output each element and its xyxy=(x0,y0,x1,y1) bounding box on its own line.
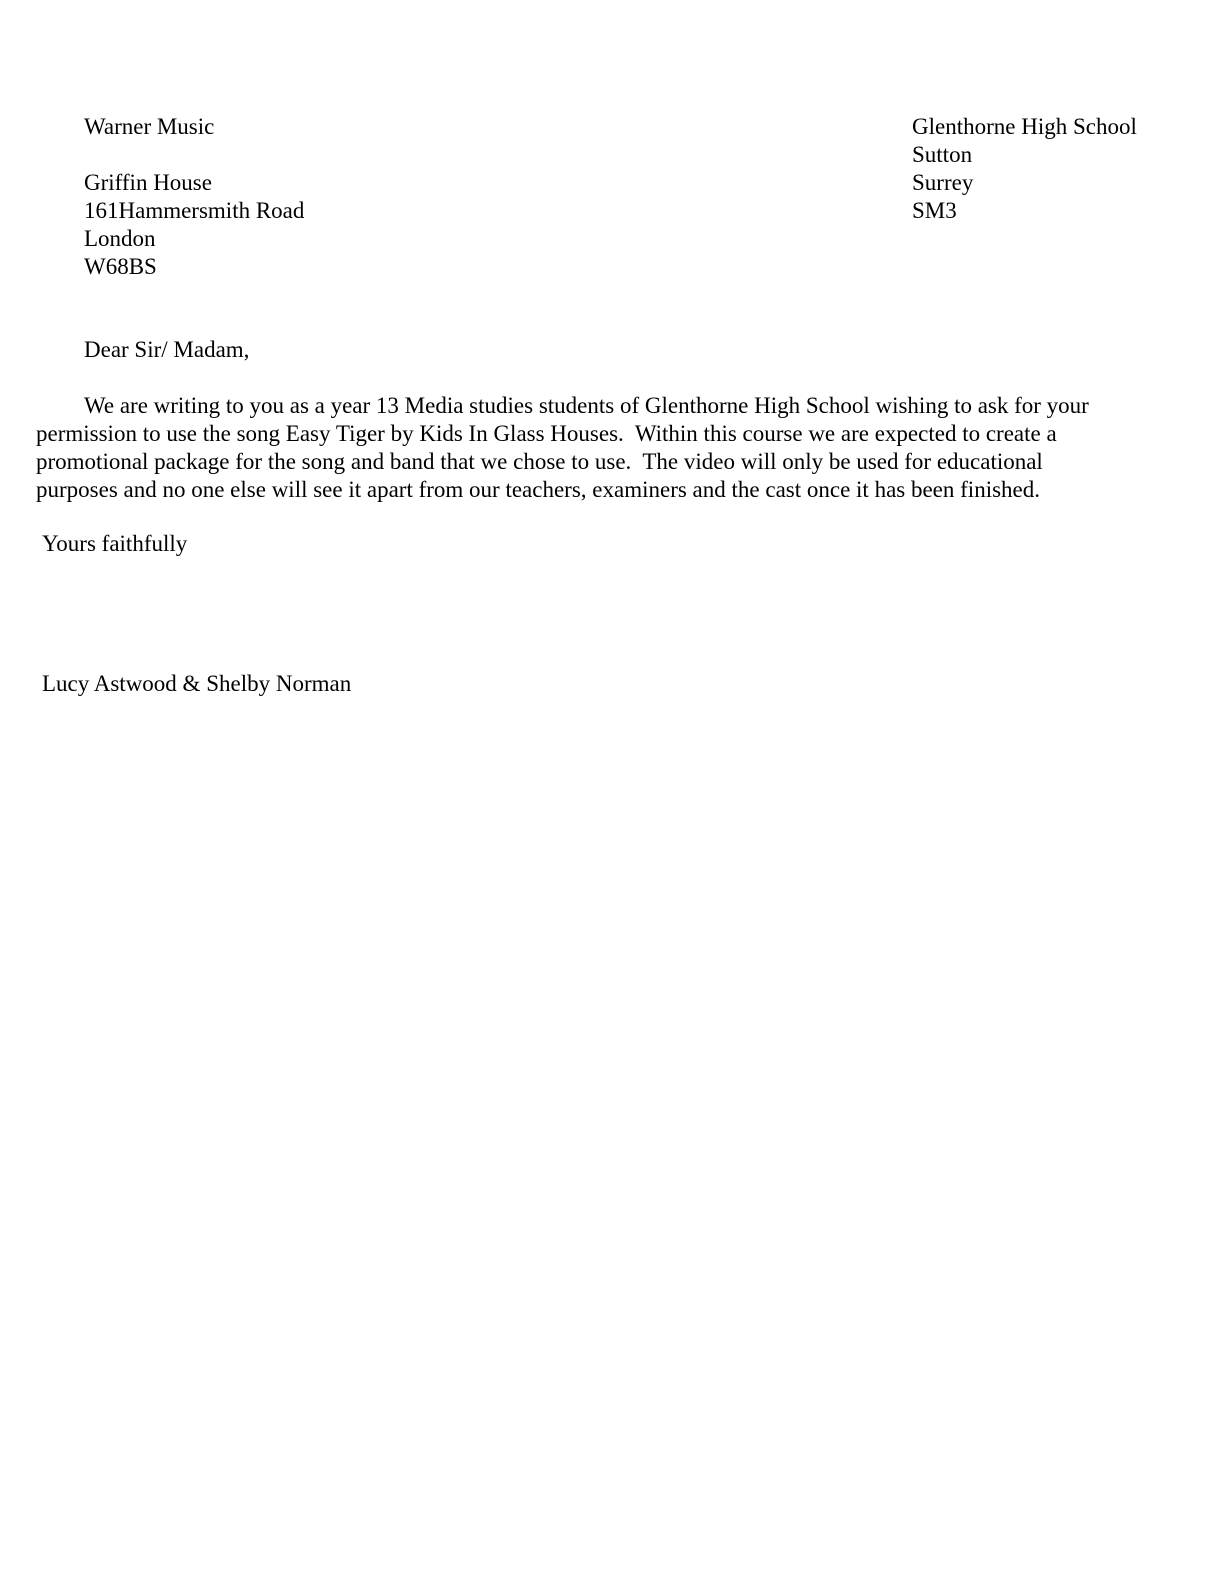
salutation: Dear Sir/ Madam, xyxy=(84,337,250,362)
body-line: We are writing to you as a year 13 Media studies students of Glenthorne High School wishing to ask for your xyxy=(84,393,1089,418)
sender-address-line: Glenthorne High School xyxy=(912,114,1137,139)
sender-address-line: SM3 xyxy=(912,198,957,223)
recipient-name: Warner Music xyxy=(84,114,215,139)
closing: Yours faithfully xyxy=(42,531,188,556)
letter-body xyxy=(36,392,1196,504)
body-line: permission to use the song Easy Tiger by Kids In Glass Houses. Within this course we are expected to create a xyxy=(36,421,1057,446)
recipient-address-line: W68BS xyxy=(84,254,157,279)
sender-address-line: Sutton xyxy=(912,142,973,167)
sender-address-line: Surrey xyxy=(912,170,974,195)
recipient-address-line: Griffin House xyxy=(84,170,212,195)
recipient-address-line: 161Hammersmith Road xyxy=(84,198,305,223)
recipient-address-line: London xyxy=(84,226,156,251)
body-line: promotional package for the song and band that we chose to use. The video will only be used for educational xyxy=(36,449,1043,474)
signatories: Lucy Astwood & Shelby Norman xyxy=(42,671,352,696)
body-line: purposes and no one else will see it apart from our teachers, examiners and the cast once it has been finished. xyxy=(36,477,1040,502)
